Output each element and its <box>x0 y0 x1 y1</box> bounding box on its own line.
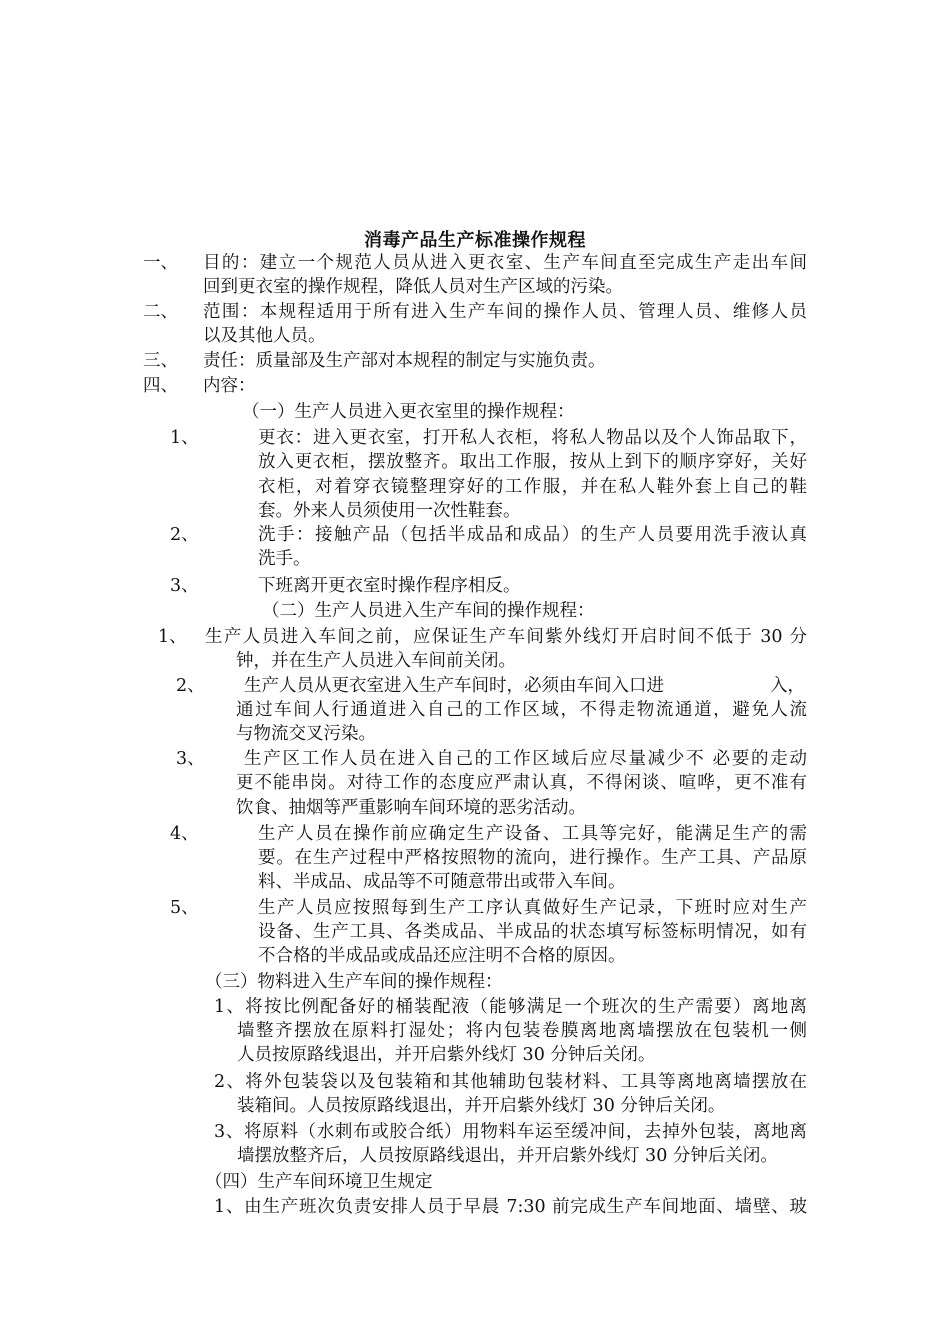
section-text: 以及其他人员。 <box>203 326 326 346</box>
item-text: 不合格的半成品或成品还应注明不合格的原因。 <box>258 946 626 966</box>
item-text: 与物流交叉污染。 <box>236 724 376 744</box>
section-number: 三、 <box>143 351 178 371</box>
item-text: 设备、生产工具、各类成品、半成品的状态填写标签标明情况，如有 <box>258 922 807 942</box>
section-text: 回到更衣室的操作规程，降低人员对生产区域的污染。 <box>203 277 623 297</box>
item-number: 3、 <box>170 576 199 596</box>
item-text: 钟，并在生产人员进入车间前关闭。 <box>236 651 516 671</box>
item-text: 洗手：接触产品（包括半成品和成品）的生产人员要用洗手液认真 <box>258 525 807 545</box>
item-number: 1、 <box>170 428 199 448</box>
item-text: 套。外来人员须使用一次性鞋套。 <box>258 501 521 521</box>
item-number: 1、 <box>158 627 187 647</box>
item-text: 衣柜，对着穿衣镜整理穿好的工作服，并在私人鞋外套上自己的鞋 <box>258 477 807 497</box>
item-text: 人员按原路线退出，并开启紫外线灯 30 分钟后关闭。 <box>237 1045 656 1065</box>
item-number: 2、 <box>176 676 205 696</box>
item-text: 要。在生产过程中严格按照物的流向，进行操作。生产工具、产品原 <box>258 848 807 868</box>
section-text: 范围：本规程适用于所有进入生产车间的操作人员、管理人员、维修人员 <box>203 302 807 322</box>
subsection-heading: （二）生产人员进入生产车间的操作规程： <box>262 601 595 621</box>
subsection-heading: （三）物料进入生产车间的操作规程： <box>205 972 503 992</box>
item-text: 生产人员进入车间之前，应保证生产车间紫外线灯开启时间不低于 30 分 <box>205 627 807 647</box>
section-number: 四、 <box>143 376 178 396</box>
item-text: 料、半成品、成品等不可随意带出或带入车间。 <box>258 872 626 892</box>
document-title: 消毒产品生产标准操作规程 <box>364 230 586 251</box>
item-text: 墙整齐摆放在原料打湿处；将内包装卷膜离地离墙摆放在包装机一侧 <box>237 1021 807 1041</box>
item-text: 放入更衣柜，摆放整齐。取出工作服，按从上到下的顺序穿好，关好 <box>258 452 807 472</box>
item-number: 5、 <box>170 898 199 918</box>
item-text: 生产人员在操作前应确定生产设备、工具等完好，能满足生产的需 <box>258 824 807 844</box>
item-text: 入， <box>770 676 805 696</box>
item-number: 4、 <box>170 824 199 844</box>
item-text: 装箱间。人员按原路线退出，并开启紫外线灯 30 分钟后关闭。 <box>237 1096 726 1116</box>
subsection-heading: （四）生产车间环境卫生规定 <box>205 1172 433 1192</box>
item-text: 墙摆放整齐后，人员按原路线退出，并开启紫外线灯 30 分钟后关闭。 <box>237 1146 778 1166</box>
section-number: 二、 <box>143 302 178 322</box>
item-number: 3、 <box>176 749 205 769</box>
item-text: 洗手。 <box>258 549 311 569</box>
item-text: 通过车间人行通道进入自己的工作区域，不得走物流通道，避免人流 <box>236 700 807 720</box>
section-number: 一、 <box>143 253 178 273</box>
item-text: 1、将按比例配备好的桶装配液（能够满足一个班次的生产需要）离地离 <box>214 997 807 1017</box>
item-text: 3、将原料（水刺布或胶合纸）用物料车运至缓冲间，去掉外包装，离地离 <box>214 1122 807 1142</box>
item-text: 2、将外包装袋以及包装箱和其他辅助包装材料、工具等离地离墙摆放在 <box>214 1072 807 1092</box>
item-text: 生产人员应按照每到生产工序认真做好生产记录，下班时应对生产 <box>258 898 807 918</box>
item-text: 1、由生产班次负责安排人员于早晨 7:30 前完成生产车间地面、墙壁、玻 <box>214 1197 807 1217</box>
item-text: 生产区工作人员在进入自己的工作区域后应尽量减少不 必要的走动 <box>244 749 807 769</box>
item-text: 更衣：进入更衣室，打开私人衣柜，将私人物品以及个人饰品取下， <box>258 428 807 448</box>
item-text: 下班离开更衣室时操作程序相反。 <box>258 576 521 596</box>
item-number: 2、 <box>170 525 199 545</box>
subsection-heading: （一）生产人员进入更衣室里的操作规程： <box>242 402 575 422</box>
item-text: 更不能串岗。对待工作的态度应严肃认真，不得闲谈、喧哗，更不准有 <box>236 773 807 793</box>
section-text: 内容： <box>203 376 256 396</box>
item-text: 生产人员从更衣室进入生产车间时，必须由车间入口进 <box>244 676 664 696</box>
item-text: 饮食、抽烟等严重影响车间环境的恶劣活动。 <box>236 798 586 818</box>
section-text: 目的：建立一个规范人员从进入更衣室、生产车间直至完成生产走出车间 <box>203 253 807 273</box>
section-text: 责任：质量部及生产部对本规程的制定与实施负责。 <box>203 351 606 371</box>
